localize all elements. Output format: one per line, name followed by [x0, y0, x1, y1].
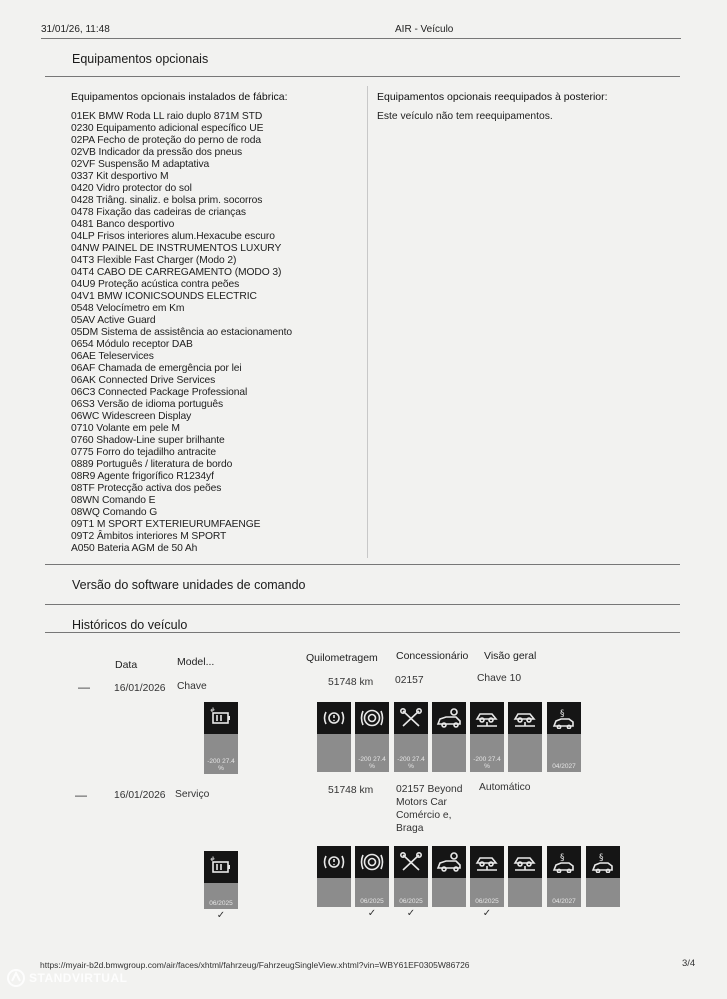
legal-inspection-icon	[551, 851, 577, 873]
service-status-tile[interactable]	[470, 846, 504, 907]
tile-icon-area	[508, 702, 542, 734]
svg-text:§: §	[560, 853, 565, 863]
battery-icon	[208, 856, 234, 878]
factory-equipment-item: 0760 Shadow-Line super brilhante	[71, 435, 225, 446]
row-km: 51748 km	[328, 785, 374, 796]
factory-equipment-item: 04T3 Flexible Fast Charger (Modo 2)	[71, 255, 237, 266]
factory-equipment-item: 0337 Kit desportivo M	[71, 171, 169, 182]
retrofit-equipment-text: Este veículo não tem reequipamentos.	[377, 111, 553, 122]
factory-equipment-item: 0230 Equipamento adicional específico UE	[71, 123, 264, 134]
brake-warning-icon	[321, 851, 347, 873]
factory-equipment-item: 0481 Banco desportivo	[71, 219, 175, 230]
history-section-title: Históricos do veículo	[72, 618, 188, 632]
tile-icon-area	[432, 702, 466, 734]
factory-equipment-item: 04V1 BMW ICONICSOUNDS ELECTRIC	[71, 291, 257, 302]
tile-icon-area	[432, 846, 466, 878]
column-header-model[interactable]: Model...	[177, 656, 215, 668]
service-status-tile[interactable]	[508, 846, 542, 907]
tile-icon-area	[470, 702, 504, 734]
svg-text:#: #	[210, 707, 216, 714]
factory-equipment-item: 0428 Triâng. sinaliz. e bolsa prim. socorros	[71, 195, 263, 206]
tile-label: -200 27.4 %	[358, 756, 386, 770]
factory-equipment-item: 09T2 Âmbitos interiores M SPORT	[71, 531, 227, 542]
factory-equipment-item: 04U9 Proteção acústica contra peões	[71, 279, 240, 290]
row-overview: Automático	[479, 782, 531, 793]
brake-warning-icon	[321, 707, 347, 729]
row-dealer: 02157 Beyond Motors Car Comércio e, Braga	[396, 784, 463, 834]
tile-label: 06/2025	[399, 898, 423, 905]
factory-equipment-item: 08WQ Comando G	[71, 507, 158, 518]
tile-check-mark: ✓	[406, 908, 416, 919]
factory-equipment-item: 04T4 CABO DE CARREGAMENTO (MODO 3)	[71, 267, 282, 278]
car-lift-icon	[512, 707, 538, 729]
row-date: 16/01/2026	[114, 790, 166, 801]
tile-label: 06/2025	[209, 900, 233, 907]
row-overview: Chave 10	[477, 673, 522, 684]
car-lift-icon	[512, 851, 538, 873]
factory-equipment-item: 0548 Velocímetro em Km	[71, 303, 185, 314]
tile-icon-area	[355, 846, 389, 878]
factory-equipment-item: 06WC Widescreen Display	[71, 411, 192, 422]
service-status-tile[interactable]	[355, 846, 389, 907]
row-km: 51748 km	[328, 677, 374, 688]
tile-icon-area	[204, 702, 238, 734]
svg-text:#: #	[210, 856, 216, 863]
software-section-title: Versão do software unidades de comando	[72, 578, 306, 592]
factory-equipment-item: 0889 Português / literatura de bordo	[71, 459, 233, 470]
tile-icon-area	[586, 846, 620, 878]
factory-equipment-item: 04NW PAINEL DE INSTRUMENTOS LUXURY	[71, 243, 282, 254]
service-status-tile[interactable]	[586, 846, 620, 907]
factory-equipment-item: 02PA Fecho de proteção do perno de roda	[71, 135, 261, 146]
factory-equipment-item: 06C3 Connected Package Professional	[71, 387, 248, 398]
factory-equipment-item: 06AK Connected Drive Services	[71, 375, 216, 386]
retrofit-equipment-heading: Equipamentos opcionais reequipados à posterior:	[377, 91, 608, 103]
legal-inspection-icon	[551, 707, 577, 729]
footer-url: https://myair-b2d.bmwgroup.com/air/faces/xhtml/fahrzeug/FahrzeugSingleView.xhtml?vin=WBY61EF0305W86726	[40, 960, 470, 970]
tile-check-mark: ✓	[482, 908, 492, 919]
history-divider	[45, 632, 680, 633]
brake-disc-icon	[359, 707, 385, 729]
service-status-tile[interactable]	[432, 702, 466, 772]
car-brake-fluid-icon	[436, 707, 462, 729]
print-datetime: 31/01/26, 11:48	[41, 24, 110, 35]
factory-equipment-item: 01EK BMW Roda LL raio duplo 871M STD	[71, 111, 263, 122]
tile-check-mark: ✓	[216, 910, 226, 921]
factory-equipment-item: A050 Bateria AGM de 50 Ah	[71, 543, 198, 554]
equipment-end-divider	[45, 564, 680, 565]
svg-text:§: §	[560, 709, 565, 719]
factory-equipment-item: 05DM Sistema de assistência ao estacionamento	[71, 327, 293, 338]
tile-label: -200 27.4 %	[473, 756, 501, 770]
standvirtual-watermark-logo	[6, 962, 134, 994]
tile-label: -200 27.4 %	[207, 758, 235, 772]
factory-equipment-list	[71, 111, 292, 555]
row-dealer: 02157	[395, 675, 424, 686]
legal-inspection-icon	[590, 851, 616, 873]
factory-equipment-item: 05AV Active Guard	[71, 315, 156, 326]
tile-check-mark: ✓	[367, 908, 377, 919]
service-status-tile[interactable]	[470, 702, 504, 772]
column-header-km[interactable]: Quilometragem	[306, 652, 378, 664]
tile-label: 04/2027	[552, 763, 576, 770]
service-status-tile[interactable]	[547, 702, 581, 772]
tile-label: 06/2025	[360, 898, 384, 905]
row-model: Serviço	[175, 789, 210, 800]
factory-equipment-item: 06S3 Versão de idioma português	[71, 399, 224, 410]
svg-text:§: §	[599, 853, 604, 863]
row-collapse-toggle[interactable]: —	[75, 788, 87, 802]
tile-icon-area	[317, 846, 351, 878]
column-header-overview[interactable]: Visão geral	[484, 650, 537, 662]
factory-equipment-item: 08R9 Agente frigorífico R1234yf	[71, 471, 214, 482]
watermark-text: STANDVIRTUAL	[29, 971, 128, 985]
equipment-divider	[45, 76, 680, 77]
software-divider	[45, 604, 680, 605]
tile-icon-area	[547, 846, 581, 878]
factory-equipment-item: 09T1 M SPORT EXTERIEURUMFAENGE	[71, 519, 261, 530]
service-status-tile[interactable]	[394, 846, 428, 907]
factory-equipment-item: 08TF Protecção activa dos peões	[71, 483, 222, 494]
row-model: Chave	[177, 681, 207, 692]
factory-equipment-item: 0420 Vidro protector do sol	[71, 183, 192, 194]
service-status-tile[interactable]	[394, 702, 428, 772]
tile-icon-area	[317, 702, 351, 734]
service-status-tile[interactable]	[355, 702, 389, 772]
tools-icon	[398, 851, 424, 873]
service-status-tile[interactable]	[432, 846, 466, 907]
row-date: 16/01/2026	[114, 683, 166, 694]
service-status-tile[interactable]	[508, 702, 542, 772]
factory-equipment-item: 0710 Volante em pele M	[71, 423, 180, 434]
tile-icon-area	[470, 846, 504, 878]
factory-equipment-item: 0654 Módulo receptor DAB	[71, 339, 193, 350]
header-divider	[41, 38, 681, 39]
tools-icon	[398, 707, 424, 729]
tile-label: 04/2027	[552, 898, 576, 905]
page-number: 3/4	[682, 958, 696, 969]
tile-icon-area	[508, 846, 542, 878]
battery-status-tile[interactable]	[204, 702, 238, 774]
battery-icon	[208, 707, 234, 729]
column-header-dealer[interactable]: Concessionário	[396, 650, 469, 662]
car-lift-icon	[474, 707, 500, 729]
factory-equipment-heading: Equipamentos opcionais instalados de fábrica:	[71, 91, 288, 103]
service-status-tile[interactable]	[317, 846, 351, 907]
factory-equipment-item: 06AF Chamada de emergência por lei	[71, 363, 242, 374]
battery-status-tile[interactable]	[204, 851, 238, 909]
tile-label: 06/2025	[475, 898, 499, 905]
tile-label: -200 27.4 %	[397, 756, 425, 770]
column-header-date[interactable]: Data	[115, 659, 138, 671]
car-brake-fluid-icon	[436, 851, 462, 873]
factory-equipment-item: 0478 Fixação das cadeiras de crianças	[71, 207, 246, 218]
factory-equipment-item: 04LP Frisos interiores alum.Hexacube escuro	[71, 231, 275, 242]
factory-equipment-item: 02VF Suspensão M adaptativa	[71, 159, 210, 170]
factory-equipment-item: 02VB Indicador da pressão dos pneus	[71, 147, 243, 158]
tile-icon-area	[547, 702, 581, 734]
column-divider	[367, 86, 368, 558]
brake-disc-icon	[359, 851, 385, 873]
row-collapse-toggle[interactable]: —	[78, 680, 90, 694]
tile-icon-area	[394, 702, 428, 734]
tile-icon-area	[394, 846, 428, 878]
service-status-tile[interactable]	[317, 702, 351, 772]
factory-equipment-item: 06AE Teleservices	[71, 351, 154, 362]
factory-equipment-item: 0775 Forro do tejadilho antracite	[71, 447, 216, 458]
tile-icon-area	[204, 851, 238, 883]
service-status-tile[interactable]	[547, 846, 581, 907]
equipment-section-title: Equipamentos opcionais	[72, 52, 209, 66]
car-lift-icon	[474, 851, 500, 873]
factory-equipment-item: 08WN Comando E	[71, 495, 156, 506]
tile-icon-area	[355, 702, 389, 734]
print-title: AIR - Veículo	[395, 24, 454, 35]
